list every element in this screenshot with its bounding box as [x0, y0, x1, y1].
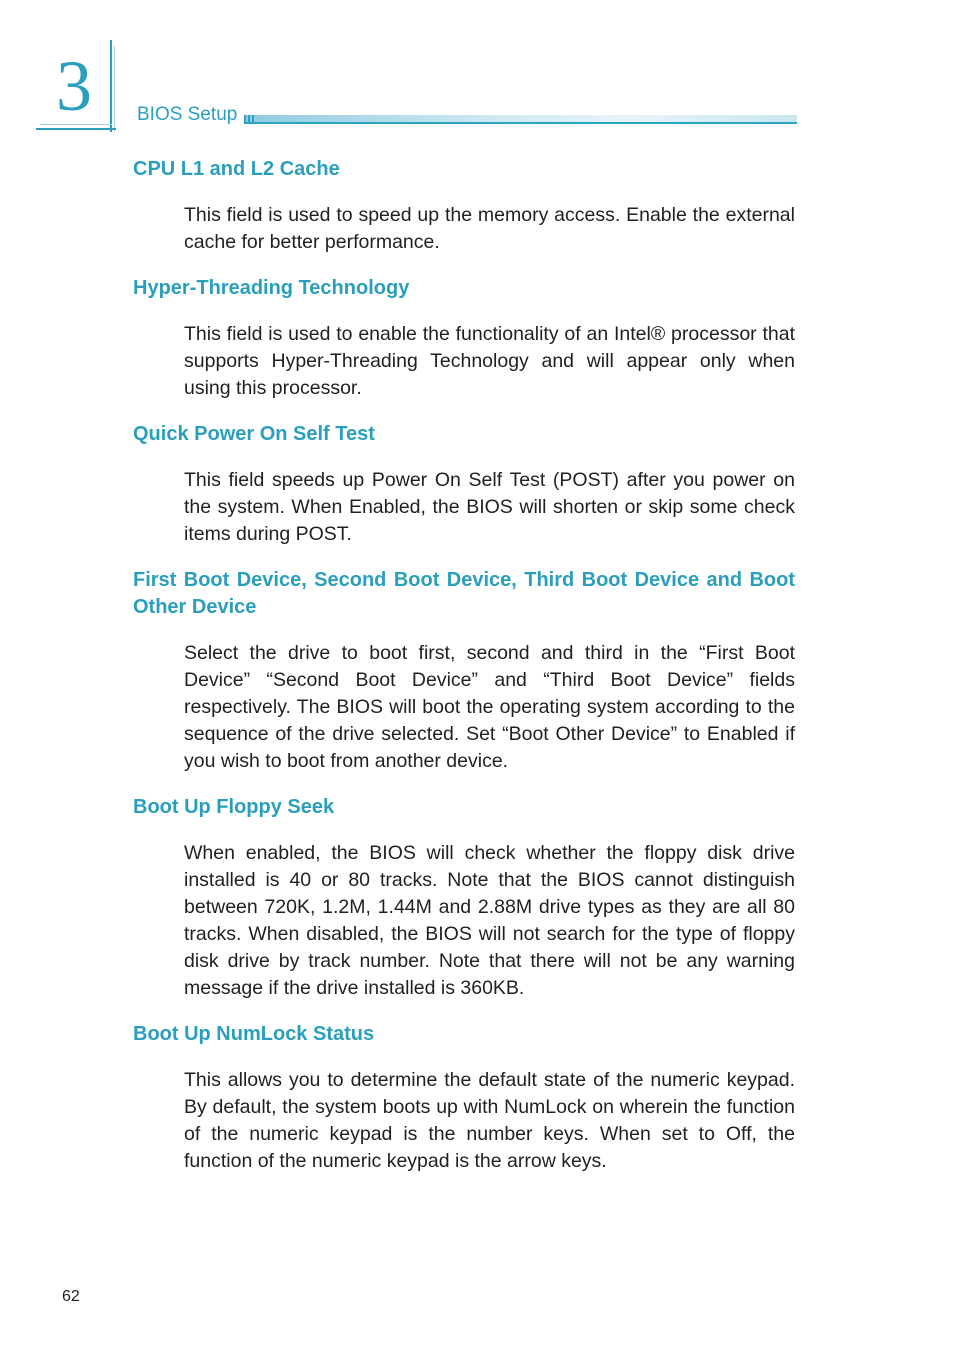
section-heading: Boot Up NumLock Status	[133, 1023, 375, 1045]
chapter-marker-horizontal-line	[36, 128, 116, 130]
chapter-marker-vertical-line-light	[114, 46, 115, 132]
page-number: 62	[62, 1288, 80, 1305]
header-rule	[244, 115, 797, 124]
section-heading: Hyper-Threading Technology	[133, 277, 410, 299]
section-heading: First Boot Device, Second Boot Device, Third Boot Device and Boot Other Device	[133, 569, 795, 618]
section-heading: Quick Power On Self Test	[133, 423, 375, 445]
section-body: This field is used to speed up the memory access. Enable the external cache for better performance.	[184, 204, 795, 253]
section-quick-post	[133, 421, 795, 548]
section-body: This field speeds up Power On Self Test (POST) after you power on the system. When Enabled, the BIOS will shorten or skip some check items during POST.	[184, 469, 795, 545]
section-floppy-seek	[133, 794, 795, 1002]
section-cpu-cache	[133, 156, 795, 256]
main-content	[133, 156, 795, 1194]
chapter-marker-vertical-line	[110, 40, 112, 132]
section-body: When enabled, the BIOS will check whether the floppy disk drive installed is 40 or 80 tracks. Note that the BIOS cannot distinguish between 720K, 1.2M, 1.44M and 2.88M drive types as they are all 80 tracks. When disabled, the BIOS will not search for the type of floppy disk drive by track number. Note that there will not be any warning message if the drive installed is 360KB.	[184, 842, 795, 999]
chapter-number: 3	[56, 46, 92, 126]
section-hyper-threading	[133, 275, 795, 402]
section-body: This field is used to enable the functionality of an Intel® processor that supports Hyper-Threading Technology and will appear only when using this processor.	[184, 323, 795, 399]
section-body: This allows you to determine the default state of the numeric keypad. By default, the system boots up with NumLock on wherein the function of the numeric keypad is the number keys. When set to Off, the function of the numeric keypad is the arrow keys.	[184, 1069, 795, 1172]
section-heading: Boot Up Floppy Seek	[133, 796, 335, 818]
section-heading: CPU L1 and L2 Cache	[133, 158, 340, 180]
section-body: Select the drive to boot first, second and third in the “First Boot Device” “Second Boot Device” and “Third Boot Device” fields respectively. The BIOS will boot the operating system according to the sequence of the drive selected. Set “Boot Other Device” to Enabled if you wish to boot from another device.	[184, 642, 795, 772]
header-title: BIOS Setup	[137, 104, 238, 125]
section-boot-device	[133, 567, 795, 775]
chapter-marker	[36, 40, 116, 132]
section-numlock	[133, 1021, 795, 1175]
